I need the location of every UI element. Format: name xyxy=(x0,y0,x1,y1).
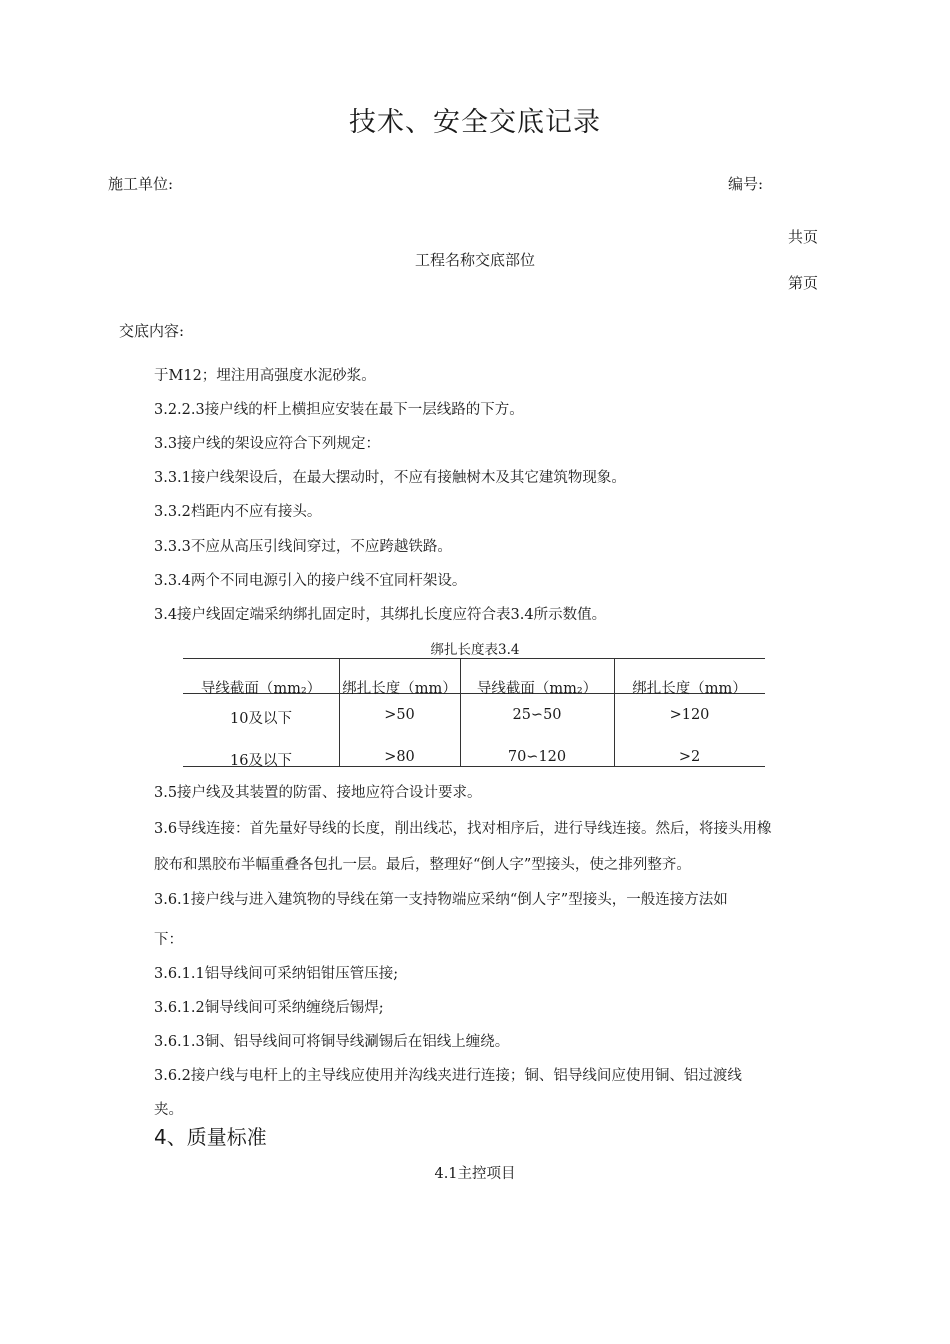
table-header-cell: 导线截面（mm₂） xyxy=(476,681,598,697)
document-number-label: 编号: xyxy=(728,175,764,193)
table-cell: >80 xyxy=(384,749,415,765)
table-cell: 16及以下 xyxy=(230,753,292,769)
paragraph: 3.6导线连接：首先量好导线的长度，削出线芯，找对相序后，进行导线连接。然后，将接头用橡 xyxy=(154,821,772,837)
paragraph: 3.6.1.2铜导线间可采纳缠绕后锡焊; xyxy=(154,1000,384,1016)
paragraph: 3.3接户线的架设应符合下列规定： xyxy=(154,436,381,452)
table-top-rule xyxy=(183,658,765,659)
table-cell: >50 xyxy=(384,707,415,723)
total-pages-label: 共页 xyxy=(788,228,819,246)
paragraph: 3.5接户线及其装置的防雷、接地应符合设计要求。 xyxy=(154,785,482,801)
subsection-heading: 4.1主控项目 xyxy=(434,1166,516,1182)
section-heading: 4、质量标准 xyxy=(154,1125,267,1149)
table-cell: 25∽50 xyxy=(512,707,562,723)
paragraph: 3.6.1.1铝导线间可采纳铝钳压管压接; xyxy=(154,966,399,982)
binding-length-table xyxy=(183,658,765,767)
table-cell: >120 xyxy=(669,707,710,723)
table-caption: 绑扎长度表3.4 xyxy=(430,642,520,658)
paragraph: 于M12；埋注用高强度水泥砂浆。 xyxy=(154,368,376,384)
paragraph: 3.2.2.3接户线的杆上横担应安装在最下一层线路的下方。 xyxy=(154,402,524,418)
content-label: 交底内容: xyxy=(119,322,185,340)
page-number-label: 第页 xyxy=(788,274,819,292)
table-header-cell: 导线截面（mm₂） xyxy=(200,681,322,697)
paragraph: 下： xyxy=(154,932,183,948)
page-title: 技术、安全交底记录 xyxy=(349,107,601,138)
construction-unit-label: 施工单位: xyxy=(108,175,174,193)
paragraph: 3.4接户线固定端采纳绑扎固定时，其绑扎长度应符合表3.4所示数值。 xyxy=(154,607,607,623)
table-header-cell: 绑扎长度（mm） xyxy=(632,681,747,697)
table-cell: >2 xyxy=(678,749,701,765)
table-cell: 10及以下 xyxy=(230,711,292,727)
paragraph: 3.6.2接户线与电杆上的主导线应使用并沟线夹进行连接；铜、铝导线间应使用铜、铝过渡线 xyxy=(154,1068,742,1084)
paragraph: 胶布和黑胶布半幅重叠各包扎一层。最后，整理好“倒人字”型接头，使之排列整齐。 xyxy=(154,857,691,873)
paragraph: 夹。 xyxy=(154,1102,183,1118)
paragraph: 3.3.4两个不同电源引入的接户线不宜同杆架设。 xyxy=(154,573,467,589)
paragraph: 3.6.1接户线与进入建筑物的导线在第一支持物端应采纳“倒人字”型接头，一般连接方法如 xyxy=(154,892,728,908)
paragraph: 3.3.3不应从高压引线间穿过，不应跨越铁路。 xyxy=(154,539,452,555)
paragraph: 3.3.1接户线架设后，在最大摆动时，不应有接触树木及其它建筑物现象。 xyxy=(154,470,626,486)
table-cell: 70∽120 xyxy=(507,749,567,765)
paragraph: 3.6.1.3铜、铝导线间可将铜导线涮锡后在铝线上缠绕。 xyxy=(154,1034,510,1050)
paragraph: 3.3.2档距内不应有接头。 xyxy=(154,504,322,520)
table-header-cell: 绑扎长度（mm） xyxy=(342,681,457,697)
project-name-label: 工程名称交底部位 xyxy=(414,251,535,269)
